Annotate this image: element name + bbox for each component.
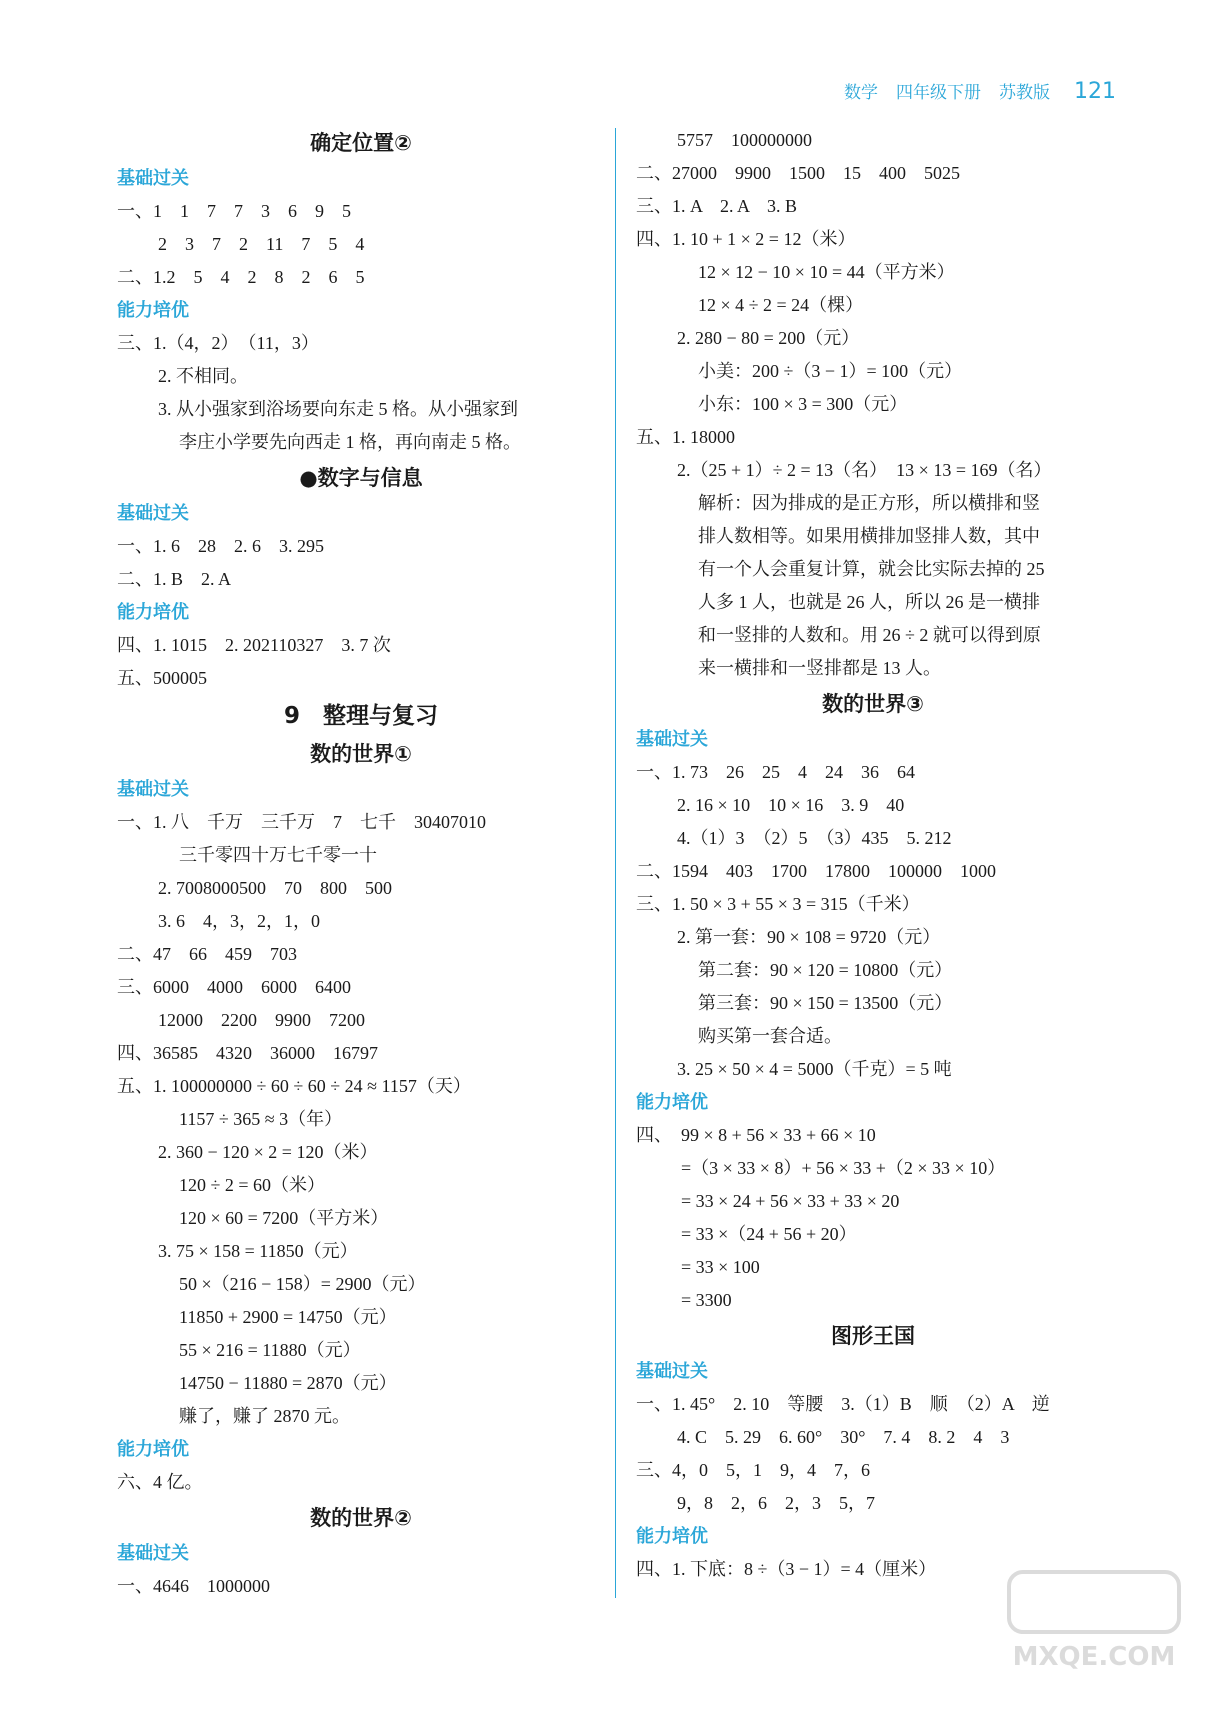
- answer-line: 三、1. A 2. A 3. B: [636, 196, 798, 216]
- answer-line: 三、1. 50 × 3 + 55 × 3 = 315（千米）: [636, 894, 920, 914]
- answer-line: = 3300: [681, 1290, 732, 1310]
- answer-line: 排人数相等。如果用横排加竖排人数，其中: [698, 526, 1040, 546]
- watermark-text: MXQE.COM: [1012, 1642, 1176, 1672]
- answer-line: 1157 ÷ 365 ≈ 3（年）: [179, 1109, 343, 1129]
- answer-line: 李庄小学要先向西走 1 格，再向南走 5 格。: [179, 432, 521, 452]
- header-edition: 苏教版: [999, 83, 1050, 103]
- answer-line: 小美：200 ÷（3 − 1）= 100（元）: [698, 361, 963, 381]
- page-header: [844, 78, 1116, 104]
- watermark-logo: [1004, 1567, 1184, 1677]
- answer-line: = 33 × 24 + 56 × 33 + 33 × 20: [681, 1191, 900, 1211]
- answer-line: 5757 100000000: [677, 130, 812, 150]
- answer-line: 二、1594 403 1700 17800 100000 1000: [636, 861, 996, 881]
- answer-line: = 33 ×（24 + 56 + 20）: [681, 1224, 857, 1244]
- answer-line: 第三套：90 × 150 = 13500（元）: [698, 993, 953, 1013]
- answer-line: 二、47 66 459 703: [117, 944, 297, 964]
- answer-line: 一、1. 73 26 25 4 24 36 64: [636, 762, 915, 782]
- answer-line: 3. 从小强家到浴场要向东走 5 格。从小强家到: [158, 399, 518, 419]
- answer-line: 2. 7008000500 70 800 500: [158, 878, 392, 898]
- answer-line: 四、1. 下底：8 ÷（3 − 1）= 4（厘米）: [636, 1559, 937, 1579]
- header-subject: 数学: [844, 83, 878, 103]
- answer-line: 一、1. 45° 2. 10 等腰 3.（1）B 顺 （2）A 逆: [636, 1394, 1050, 1414]
- answer-line: 一、1. 6 28 2. 6 3. 295: [117, 536, 324, 556]
- subsection-heading: 能力培优: [117, 1439, 189, 1460]
- answer-line: 和一竖排的人数和。用 26 ÷ 2 就可以得到原: [698, 625, 1041, 645]
- answer-line: 3. 75 × 158 = 11850（元）: [158, 1241, 358, 1261]
- answer-line: 二、1. B 2. A: [117, 569, 232, 589]
- section-title: 图形王国: [831, 1324, 915, 1348]
- answer-line: = 33 × 100: [681, 1257, 760, 1277]
- answer-line: 五、1. 100000000 ÷ 60 ÷ 60 ÷ 24 ≈ 1157（天）: [117, 1076, 471, 1096]
- answer-line: 三、1.（4，2） （11，3）: [117, 333, 319, 353]
- answer-line: 人多 1 人，也就是 26 人，所以 26 是一横排: [698, 592, 1040, 612]
- answer-line: 120 ÷ 2 = 60（米）: [179, 1175, 326, 1195]
- answer-line: 4. C 5. 29 6. 60° 30° 7. 4 8. 2 4 3: [677, 1427, 1010, 1447]
- answer-line: 解析：因为排成的是正方形，所以横排和竖: [698, 493, 1040, 513]
- answer-line: 二、1.2 5 4 2 8 2 6 5: [117, 267, 365, 287]
- answer-line: 三千零四十万七千零一十: [179, 845, 377, 865]
- answer-line: 2. 280 − 80 = 200（元）: [677, 328, 860, 348]
- left-column: [117, 124, 605, 1603]
- subsection-heading: 基础过关: [117, 168, 189, 189]
- answer-line: 第二套：90 × 120 = 10800（元）: [698, 960, 953, 980]
- answer-line: 四、 99 × 8 + 56 × 33 + 66 × 10: [636, 1125, 876, 1145]
- answer-line: 四、36585 4320 36000 16797: [117, 1043, 378, 1063]
- answer-line: 三、6000 4000 6000 6400: [117, 977, 351, 997]
- section-title: 确定位置②: [310, 131, 412, 155]
- section-title: ●数字与信息: [299, 466, 423, 490]
- answer-line: 来一横排和一竖排都是 13 人。: [698, 658, 941, 678]
- section-title: 数的世界②: [310, 1506, 412, 1530]
- header-grade: 四年级下册: [896, 83, 981, 103]
- answer-line: 14750 − 11880 = 2870（元）: [179, 1373, 397, 1393]
- answer-line: 一、4646 1000000: [117, 1576, 270, 1596]
- answer-line: 2.（25 + 1）÷ 2 = 13（名） 13 × 13 = 169（名）: [677, 460, 1052, 480]
- section-title: 数的世界③: [822, 692, 924, 716]
- answer-line: 四、1. 1015 2. 202110327 3. 7 次: [117, 635, 391, 655]
- answer-line: 五、500005: [117, 668, 207, 688]
- answer-line: 2. 第一套：90 × 108 = 9720（元）: [677, 927, 941, 947]
- answer-line: 购买第一套合适。: [698, 1026, 842, 1046]
- section-title: 数的世界①: [310, 742, 412, 766]
- answer-line: 二、27000 9900 1500 15 400 5025: [636, 163, 960, 183]
- answer-line: 3. 6 4，3，2，1，0: [158, 911, 320, 931]
- subsection-heading: 能力培优: [117, 602, 189, 623]
- answer-line: 120 × 60 = 7200（平方米）: [179, 1208, 389, 1228]
- answer-line: 12000 2200 9900 7200: [158, 1010, 365, 1030]
- answer-line: 2. 16 × 10 10 × 16 3. 9 40: [677, 795, 905, 815]
- answer-line: 五、1. 18000: [636, 427, 735, 447]
- answer-line: 11850 + 2900 = 14750（元）: [179, 1307, 397, 1327]
- answer-line: 一、1. 八 千万 三千万 7 七千 30407010: [117, 812, 486, 832]
- answer-line: 赚了，赚了 2870 元。: [179, 1406, 350, 1426]
- subsection-heading: 基础过关: [117, 1543, 189, 1564]
- answer-line: 55 × 216 = 11880（元）: [179, 1340, 361, 1360]
- answer-line: 三、4，0 5，1 9，4 7，6: [636, 1460, 870, 1480]
- subsection-heading: 能力培优: [117, 300, 189, 321]
- column-divider: [615, 128, 616, 1598]
- answer-line: 2. 360 − 120 × 2 = 120（米）: [158, 1142, 378, 1162]
- subsection-heading: 基础过关: [117, 503, 189, 524]
- answer-line: 2. 不相同。: [158, 366, 248, 386]
- answer-line: 9，8 2，6 2，3 5，7: [677, 1493, 875, 1513]
- page-number: 121: [1074, 79, 1116, 104]
- answer-line: 有一个人会重复计算，就会比实际去掉的 25: [698, 559, 1045, 579]
- right-column: [636, 124, 1110, 1586]
- answer-line: 四、1. 10 + 1 × 2 = 12（米）: [636, 229, 856, 249]
- subsection-heading: 能力培优: [636, 1092, 708, 1113]
- answer-line: 六、4 亿。: [117, 1472, 203, 1492]
- answer-line: 50 ×（216 − 158）= 2900（元）: [179, 1274, 426, 1294]
- answer-line: =（3 × 33 × 8）+ 56 × 33 +（2 × 33 × 10）: [681, 1158, 1006, 1178]
- subsection-heading: 基础过关: [636, 729, 708, 750]
- subsection-heading: 基础过关: [636, 1361, 708, 1382]
- subsection-heading: 基础过关: [117, 779, 189, 800]
- answer-line: 3. 25 × 50 × 4 = 5000（千克）= 5 吨: [677, 1059, 952, 1079]
- answer-line: 小东：100 × 3 = 300（元）: [698, 394, 908, 414]
- answer-line: 2 3 7 2 11 7 5 4: [158, 234, 365, 254]
- section-title: 9 整理与复习: [283, 703, 438, 729]
- answer-line: 一、1 1 7 7 3 6 9 5: [117, 201, 351, 221]
- answer-line: 4.（1）3 （2）5 （3）435 5. 212: [677, 828, 952, 848]
- subsection-heading: 能力培优: [636, 1526, 708, 1547]
- answer-line: 12 × 4 ÷ 2 = 24（棵）: [698, 295, 864, 315]
- answer-line: 12 × 12 − 10 × 10 = 44（平方米）: [698, 262, 955, 282]
